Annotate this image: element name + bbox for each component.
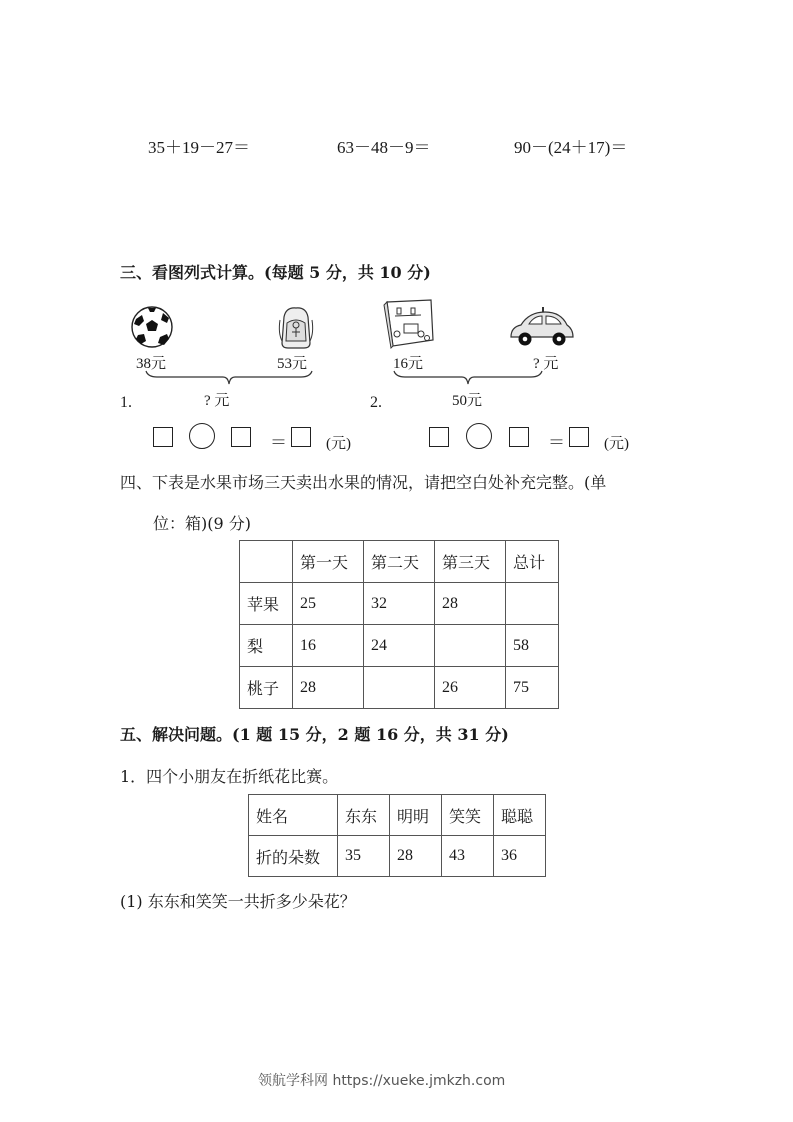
table-row	[240, 583, 559, 625]
equals-sign: ＝	[270, 433, 287, 452]
price-label: ? 元	[533, 356, 559, 372]
table-row	[249, 836, 546, 877]
answer-box[interactable]	[569, 427, 589, 447]
blank-cell[interactable]	[364, 667, 435, 709]
price-label: 38元	[136, 356, 167, 372]
brace-label: 50元	[452, 393, 483, 409]
table-header-cell: 第三天	[435, 541, 506, 583]
table-cell: 35	[338, 836, 390, 877]
brace-icon	[393, 370, 543, 386]
section5-heading: 五、解决问题。(1 题 15 分，2 题 16 分，共 31 分)	[120, 725, 509, 744]
question-1-text: 1．四个小朋友在折纸花比赛。	[120, 767, 339, 786]
section4-heading-cont: 位：箱)(9 分)	[153, 514, 251, 533]
price-label: 53元	[277, 356, 308, 372]
expression-2: 63－48－9＝	[337, 138, 431, 157]
unit-label: (元)	[326, 436, 351, 452]
table-header-row	[249, 795, 546, 836]
paper-flower-table	[248, 794, 546, 877]
operator-circle[interactable]	[466, 423, 492, 449]
table-cell: 32	[364, 583, 435, 625]
table-cell: 36	[494, 836, 546, 877]
table-header-cell: 东东	[338, 795, 390, 836]
board-game-icon	[381, 296, 439, 350]
table-row	[240, 667, 559, 709]
expression-3: 90－(24＋17)＝	[514, 138, 628, 157]
operator-circle[interactable]	[189, 423, 215, 449]
section3-heading: 三、看图列式计算。(每题 5 分，共 10 分)	[120, 263, 431, 282]
fruit-sales-table	[239, 540, 559, 709]
table-cell: 26	[435, 667, 506, 709]
row-label: 苹果	[240, 583, 293, 625]
soccer-ball-icon	[130, 305, 174, 349]
section4-heading: 四、下表是水果市场三天卖出水果的情况，请把空白处补充完整。(单	[120, 473, 607, 492]
answer-box[interactable]	[153, 427, 173, 447]
brace-label: ? 元	[204, 393, 230, 409]
row-label: 桃子	[240, 667, 293, 709]
table-cell: 28	[390, 836, 442, 877]
table-cell: 16	[293, 625, 364, 667]
table-cell: 43	[442, 836, 494, 877]
table-header-cell: 笑笑	[442, 795, 494, 836]
equals-sign: ＝	[548, 433, 565, 452]
answer-box[interactable]	[231, 427, 251, 447]
blank-cell[interactable]	[435, 625, 506, 667]
row-label: 折的朵数	[249, 836, 338, 877]
table-header-cell: 聪聪	[494, 795, 546, 836]
answer-box[interactable]	[509, 427, 529, 447]
unit-label: (元)	[604, 436, 629, 452]
table-cell: 28	[293, 667, 364, 709]
table-cell: 28	[435, 583, 506, 625]
toy-car-icon	[507, 305, 577, 349]
price-label: 16元	[393, 356, 424, 372]
table-cell: 24	[364, 625, 435, 667]
table-cell: 58	[506, 625, 559, 667]
table-header-cell: 总计	[506, 541, 559, 583]
backpack-icon	[276, 305, 316, 350]
brace-icon	[145, 370, 313, 386]
problem-number: 1.	[120, 394, 132, 411]
table-cell	[240, 541, 293, 583]
table-cell: 75	[506, 667, 559, 709]
table-header-cell: 第一天	[293, 541, 364, 583]
table-header-cell: 明明	[390, 795, 442, 836]
table-row	[240, 625, 559, 667]
answer-box[interactable]	[291, 427, 311, 447]
table-header-cell: 第二天	[364, 541, 435, 583]
table-cell: 25	[293, 583, 364, 625]
problem-number: 2.	[370, 394, 382, 411]
blank-cell[interactable]	[506, 583, 559, 625]
expression-1: 35＋19－27＝	[148, 138, 250, 157]
table-header-row	[240, 541, 559, 583]
answer-box[interactable]	[429, 427, 449, 447]
sub-question-1: (1) 东东和笑笑一共折多少朵花？	[120, 892, 356, 911]
row-label: 梨	[240, 625, 293, 667]
table-header-cell: 姓名	[249, 795, 338, 836]
footer-watermark: 领航学科网 https://xueke.jmkzh.com	[258, 1073, 506, 1089]
